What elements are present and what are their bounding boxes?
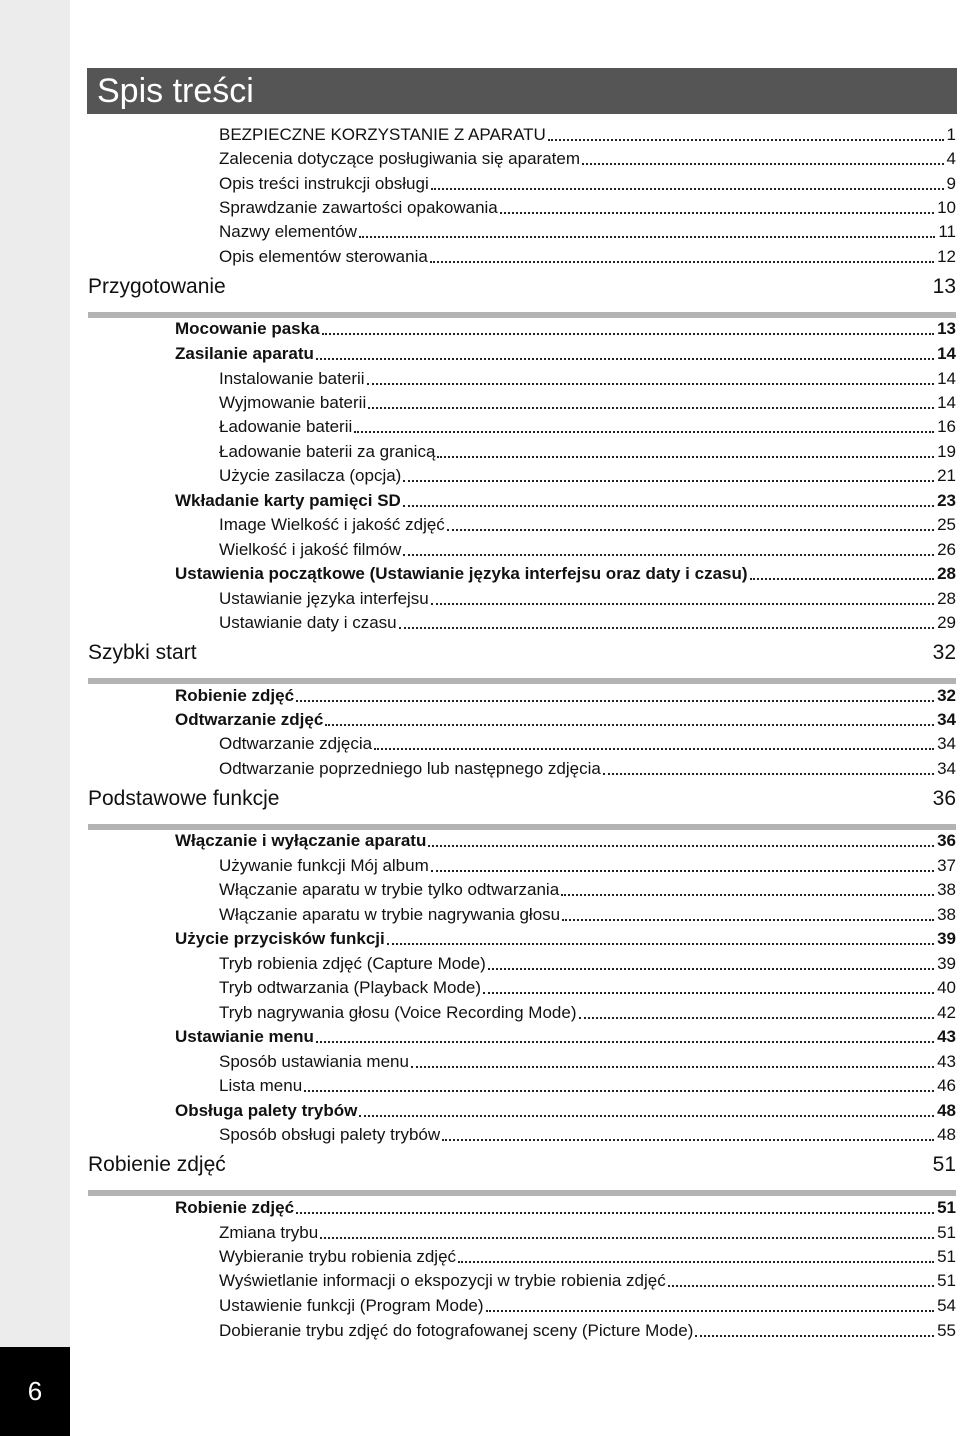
toc-entry-page: 10 [937, 198, 956, 217]
toc-section-title: Przygotowanie [88, 275, 226, 298]
toc-entry-title: Robienie zdjęć [175, 1198, 295, 1217]
toc-entry-main[interactable] [175, 828, 956, 852]
toc-entry-sub[interactable] [219, 1049, 956, 1073]
dot-leader [320, 1235, 934, 1239]
toc-entry-main[interactable] [175, 926, 956, 950]
toc-entry-page: 21 [937, 466, 956, 485]
toc-entry-sub[interactable] [219, 610, 956, 634]
toc-entry-title: Image Wielkość i jakość zdjęć [219, 515, 445, 534]
dot-leader [603, 771, 934, 775]
toc-section-title: Szybki start [88, 641, 197, 664]
toc-entry-page: 51 [937, 1223, 956, 1242]
toc-entry-main[interactable] [175, 1024, 956, 1048]
dot-leader [368, 405, 934, 409]
toc-entry-page: 51 [937, 1271, 956, 1290]
toc-section-page: 36 [932, 787, 956, 810]
toc-entry-page: 48 [937, 1101, 956, 1120]
toc-entry-title: Włączanie aparatu w trybie nagrywania głosu [219, 905, 561, 924]
toc-entry-main[interactable] [175, 341, 956, 365]
dot-leader [562, 917, 934, 921]
toc-entry-sub[interactable] [219, 146, 956, 170]
toc-entry-sub[interactable] [219, 219, 956, 243]
dot-leader [411, 1064, 934, 1068]
dot-leader [561, 892, 934, 896]
dot-leader [325, 722, 934, 726]
toc-entry-page: 38 [937, 880, 956, 899]
toc-entry-page: 4 [946, 149, 956, 168]
toc-entry-page: 23 [937, 491, 956, 510]
toc-entry-sub[interactable] [219, 463, 956, 487]
toc-entry-page: 14 [937, 393, 956, 412]
dot-leader [428, 843, 934, 847]
toc-entry-page: 9 [946, 174, 956, 193]
toc-entry-sub[interactable] [219, 195, 956, 219]
dot-leader [431, 868, 934, 872]
toc-entry-page: 25 [937, 515, 956, 534]
toc-entry-sub[interactable] [219, 975, 956, 999]
toc-entry-title: Sposób obsługi palety trybów [219, 1125, 441, 1144]
toc-entry-sub[interactable] [219, 586, 956, 610]
toc-entry-sub[interactable] [219, 512, 956, 536]
toc-entry-page: 34 [937, 759, 956, 778]
toc-entry-title: Odtwarzanie zdjęć [175, 710, 324, 729]
toc-entry-page: 37 [937, 856, 956, 875]
dot-leader [458, 1259, 934, 1263]
toc-entry-title: Wybieranie trybu robienia zdjęć [219, 1247, 457, 1266]
dot-leader [486, 1308, 935, 1312]
toc-entry-page: 36 [937, 831, 956, 850]
toc-entry-title: Nazwy elementów [219, 222, 357, 241]
toc-entry-title: Zalecenia dotyczące posługiwania się aparatem [219, 149, 580, 168]
toc-section[interactable] [88, 638, 956, 666]
toc-entry-page: 34 [937, 734, 956, 753]
toc-entry-main[interactable] [175, 488, 956, 512]
toc-entry-title: Użycie przycisków funkcji [175, 929, 385, 948]
dot-leader [403, 503, 934, 507]
toc-entry-title: Wkładanie karty pamięci SD [175, 491, 401, 510]
toc-entry-page: 28 [937, 589, 956, 608]
toc-entry-main[interactable] [175, 1195, 956, 1219]
toc-entry-sub[interactable] [219, 877, 956, 901]
toc-section-page: 13 [932, 275, 956, 298]
toc-section-page: 32 [932, 641, 956, 664]
dot-leader [359, 234, 935, 238]
toc-entry-page: 51 [937, 1247, 956, 1266]
toc-entry-page: 42 [937, 1003, 956, 1022]
dot-leader [367, 381, 935, 385]
dot-leader [322, 331, 935, 335]
toc-entry-page: 13 [937, 319, 956, 338]
dot-leader [431, 601, 934, 605]
toc-entry-sub[interactable] [219, 853, 956, 877]
toc-entry-page: 19 [937, 442, 956, 461]
toc-entry-title: Mocowanie paska [175, 319, 320, 338]
toc-entry-sub[interactable] [219, 731, 956, 755]
toc-entry-title: Obsługa palety trybów [175, 1101, 358, 1120]
toc-entry-sub[interactable] [219, 1073, 956, 1097]
toc-entry-title: Sposób ustawiania menu [219, 1052, 409, 1071]
toc-entry-main[interactable] [175, 561, 956, 585]
toc-entry-page: 48 [937, 1125, 956, 1144]
toc-entry-sub[interactable] [219, 1293, 956, 1317]
toc-entry-page: 16 [937, 417, 956, 436]
toc-entry-title: Wyświetlanie informacji o ekspozycji w trybie robienia zdjęć [219, 1271, 666, 1290]
dot-leader [548, 137, 944, 141]
dot-leader [447, 527, 934, 531]
toc-entry-title: Lista menu [219, 1076, 303, 1095]
dot-leader [316, 1039, 934, 1043]
dot-leader [668, 1283, 934, 1287]
dot-leader [488, 966, 934, 970]
toc-entry-sub[interactable] [219, 1122, 956, 1146]
toc-entry-page: 40 [937, 978, 956, 997]
toc-entry-title: Ustawienia początkowe (Ustawianie języka interfejsu oraz daty i czasu) [175, 564, 748, 583]
dot-leader [442, 1137, 934, 1141]
dot-leader [483, 990, 934, 994]
toc-entry-sub[interactable] [219, 244, 956, 268]
toc-entry-page: 46 [937, 1076, 956, 1095]
page-number-tab: 6 [0, 1347, 70, 1436]
dot-leader [582, 161, 944, 165]
toc-entry-page: 32 [937, 686, 956, 705]
toc-entry-main[interactable] [175, 683, 956, 707]
toc-entry-title: Używanie funkcji Mój album [219, 856, 429, 875]
page-title: Spis treści [87, 68, 957, 114]
dot-leader [500, 210, 934, 214]
dot-leader [296, 1210, 934, 1214]
toc-entry-title: Tryb odtwarzania (Playback Mode) [219, 978, 482, 997]
dot-leader [403, 552, 934, 556]
toc-entry-title: Zasilanie aparatu [175, 344, 314, 363]
toc-entry-title: Włączanie i wyłączanie aparatu [175, 831, 427, 850]
toc-entry-page: 43 [937, 1027, 956, 1046]
dot-leader [430, 259, 934, 263]
toc-entry-title: Wielkość i jakość filmów [219, 540, 402, 559]
toc-entry-title: Ustawianie języka interfejsu [219, 589, 429, 608]
toc-entry-sub[interactable] [219, 1268, 956, 1292]
toc-entry-sub[interactable] [219, 122, 956, 146]
dot-leader [695, 1333, 934, 1337]
toc-entry-title: Instalowanie baterii [219, 369, 365, 388]
toc-entry-page: 39 [937, 929, 956, 948]
toc-entry-title: Tryb nagrywania głosu (Voice Recording Mode) [219, 1003, 577, 1022]
toc-entry-main[interactable] [175, 1098, 956, 1122]
dot-leader [304, 1088, 934, 1092]
dot-leader [750, 576, 935, 580]
toc-entry-page: 28 [937, 564, 956, 583]
toc-entry-page: 39 [937, 954, 956, 973]
dot-leader [359, 1113, 934, 1117]
dot-leader [579, 1015, 935, 1019]
toc-entry-sub[interactable] [219, 951, 956, 975]
toc-entry-sub[interactable] [219, 756, 956, 780]
toc-entry-sub[interactable] [219, 1318, 956, 1342]
toc-entry-title: Robienie zdjęć [175, 686, 295, 705]
toc-entry-page: 26 [937, 540, 956, 559]
toc-entry-page: 51 [937, 1198, 956, 1217]
toc-entry-title: Ustawienie funkcji (Program Mode) [219, 1296, 484, 1315]
dot-leader [437, 454, 934, 458]
dot-leader [387, 941, 934, 945]
toc-entry-page: 29 [937, 613, 956, 632]
toc-entry-title: Opis treści instrukcji obsługi [219, 174, 429, 193]
toc-entry-page: 11 [938, 222, 956, 241]
dot-leader [403, 478, 934, 482]
dot-leader [316, 356, 934, 360]
dot-leader [354, 429, 934, 433]
toc-entry-title: BEZPIECZNE KORZYSTANIE Z APARATU [219, 125, 546, 144]
toc-entry-title: Odtwarzanie zdjęcia [219, 734, 373, 753]
toc-entry-title: Sprawdzanie zawartości opakowania [219, 198, 498, 217]
toc-entry-page: 14 [937, 344, 956, 363]
dot-leader [399, 625, 934, 629]
toc-entry-page: 14 [937, 369, 956, 388]
toc-section[interactable] [88, 784, 956, 812]
toc-section-title: Robienie zdjęć [88, 1153, 226, 1176]
toc-section[interactable] [88, 272, 956, 300]
toc-entry-title: Ustawianie daty i czasu [219, 613, 397, 632]
toc-entry-main[interactable] [175, 707, 956, 731]
toc-entry-page: 43 [937, 1052, 956, 1071]
toc-entry-page: 54 [937, 1296, 956, 1315]
toc-entry-page: 38 [937, 905, 956, 924]
toc-entry-sub[interactable] [219, 537, 956, 561]
toc-entry-title: Ładowanie baterii [219, 417, 353, 436]
toc-entry-sub[interactable] [219, 439, 956, 463]
toc-entry-sub[interactable] [219, 171, 956, 195]
toc-entry-title: Dobieranie trybu zdjęć do fotografowanej sceny (Picture Mode) [219, 1321, 694, 1340]
toc-entry-page: 34 [937, 710, 956, 729]
toc-entry-sub[interactable] [219, 390, 956, 414]
toc-entry-title: Włączanie aparatu w trybie tylko odtwarzania [219, 880, 560, 899]
toc-entry-title: Ładowanie baterii za granicą [219, 442, 436, 461]
toc-entry-sub[interactable] [219, 414, 956, 438]
toc-entry-sub[interactable] [219, 1220, 956, 1244]
toc-entry-title: Ustawianie menu [175, 1027, 314, 1046]
toc-entry-title: Tryb robienia zdjęć (Capture Mode) [219, 954, 486, 973]
dot-leader [296, 698, 934, 702]
toc-entry-sub[interactable] [219, 366, 956, 390]
toc-entry-page: 12 [937, 247, 956, 266]
toc-entry-sub[interactable] [219, 1000, 956, 1024]
toc-entry-title: Odtwarzanie poprzedniego lub następnego zdjęcia [219, 759, 601, 778]
toc-entry-main[interactable] [175, 316, 956, 340]
dot-leader [431, 186, 944, 190]
toc-section-title: Podstawowe funkcje [88, 787, 280, 810]
dot-leader [374, 746, 934, 750]
toc-entry-page: 55 [937, 1321, 956, 1340]
toc-entry-sub[interactable] [219, 1244, 956, 1268]
toc-entry-title: Opis elementów sterowania [219, 247, 428, 266]
toc-entry-page: 1 [946, 125, 956, 144]
toc-entry-title: Zmiana trybu [219, 1223, 319, 1242]
toc-entry-sub[interactable] [219, 902, 956, 926]
toc-entry-title: Wyjmowanie baterii [219, 393, 367, 412]
toc-entry-title: Użycie zasilacza (opcja) [219, 466, 402, 485]
toc-section[interactable] [88, 1150, 956, 1178]
toc-section-page: 51 [932, 1153, 956, 1176]
